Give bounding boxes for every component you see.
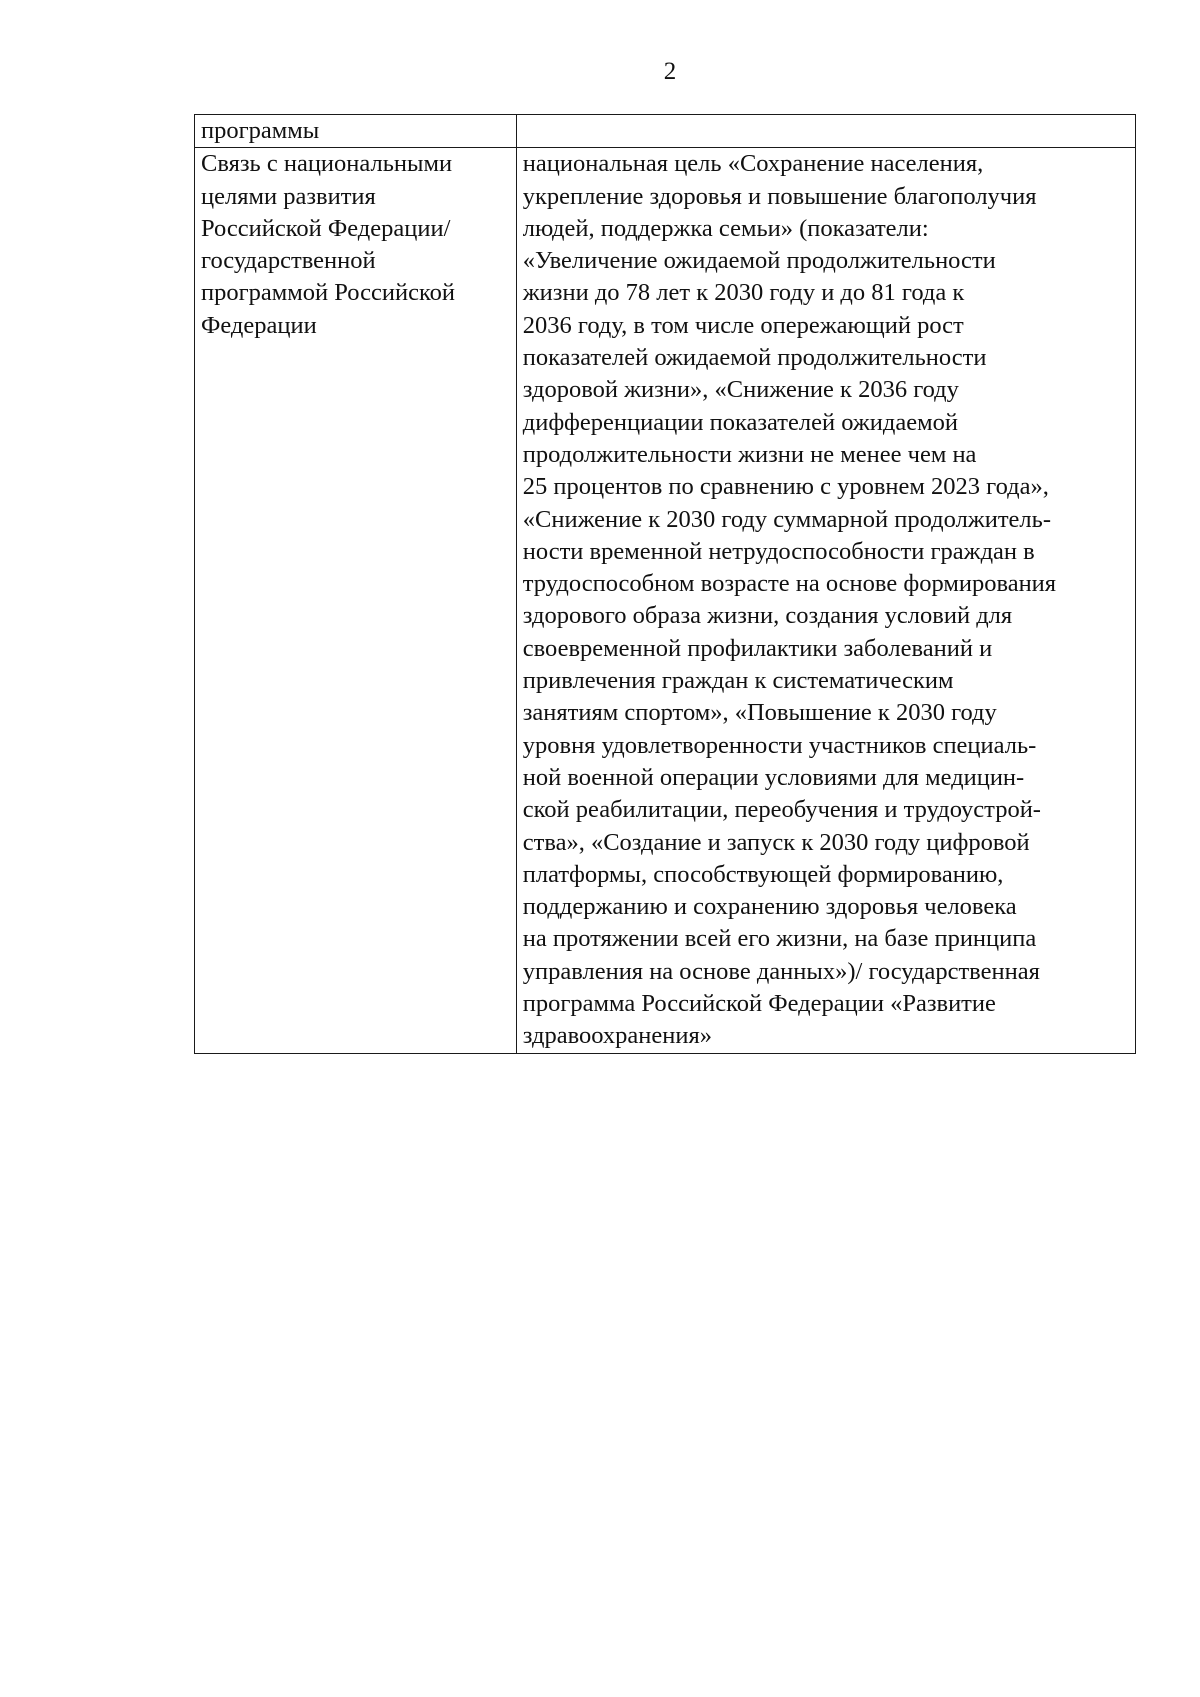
- passport-table: [194, 114, 1136, 1054]
- cell-line: Связь с национальными: [201, 150, 453, 178]
- cell-line: программой Российской: [201, 279, 456, 307]
- cell-line: занятиям спортом», «Повышение к 2030 году: [522, 699, 997, 727]
- cell-line: «Снижение к 2030 году суммарной продолжитель-: [522, 505, 1051, 533]
- cell-line: дифференциации показателей ожидаемой: [522, 408, 958, 436]
- table-cell-left: [195, 148, 517, 1053]
- cell-line: ности временной нетрудоспособности граждан в: [522, 537, 1035, 565]
- cell-line: жизни до 78 лет к 2030 году и до 81 года к: [522, 279, 965, 307]
- cell-line: «Увеличение ожидаемой продолжительности: [522, 247, 996, 275]
- cell-line: продолжительности жизни не менее чем на: [522, 440, 977, 468]
- cell-line: поддержанию и сохранению здоровья человека: [522, 893, 1017, 921]
- page-number: 2: [663, 58, 677, 85]
- cell-line: 2036 году, в том числе опережающий рост: [522, 311, 964, 339]
- table-row: [195, 148, 1136, 1053]
- cell-line: ской реабилитации, переобучения и трудоустрой-: [522, 796, 1041, 824]
- cell-line: платформы, способствующей формированию,: [522, 860, 1004, 888]
- cell-line: ства», «Создание и запуск к 2030 году цифровой: [522, 828, 1030, 856]
- cell-line: уровня удовлетворенности участников специаль-: [522, 731, 1037, 759]
- cell-text: программы: [201, 117, 320, 144]
- cell-line: государственной: [201, 247, 376, 275]
- cell-line: людей, поддержка семьи» (показатели:: [522, 214, 929, 242]
- cell-line: привлечения граждан к систематическим: [522, 667, 954, 695]
- cell-line: Федерации: [201, 311, 317, 339]
- cell-line: целями развития: [201, 182, 376, 210]
- cell-line: своевременной профилактики заболеваний и: [522, 634, 993, 662]
- cell-line: ной военной операции условиями для медицин-: [522, 763, 1025, 791]
- cell-line: здоровой жизни», «Снижение к 2036 году: [522, 376, 959, 404]
- cell-line: показателей ожидаемой продолжительности: [522, 344, 987, 372]
- table-row: [195, 115, 1136, 148]
- cell-line: Российской Федерации/: [201, 214, 451, 242]
- table-cell-left: [195, 115, 517, 148]
- cell-line: трудоспособном возрасте на основе формирования: [522, 570, 1057, 598]
- cell-line: здравоохранения»: [522, 1022, 712, 1050]
- cell-line: программа Российской Федерации «Развитие: [522, 990, 996, 1018]
- table-cell-right: [516, 115, 1135, 148]
- cell-line: на протяжении всей его жизни, на базе принципа: [522, 925, 1037, 953]
- cell-line: управления на основе данных»)/ государственная: [522, 957, 1040, 985]
- cell-line: 25 процентов по сравнению с уровнем 2023 года»,: [522, 473, 1049, 501]
- table-cell-right: [516, 148, 1135, 1053]
- cell-line: здорового образа жизни, создания условий для: [522, 602, 1013, 630]
- cell-line: укрепление здоровья и повышение благополучия: [522, 182, 1037, 210]
- cell-line: национальная цель «Сохранение населения,: [522, 150, 984, 178]
